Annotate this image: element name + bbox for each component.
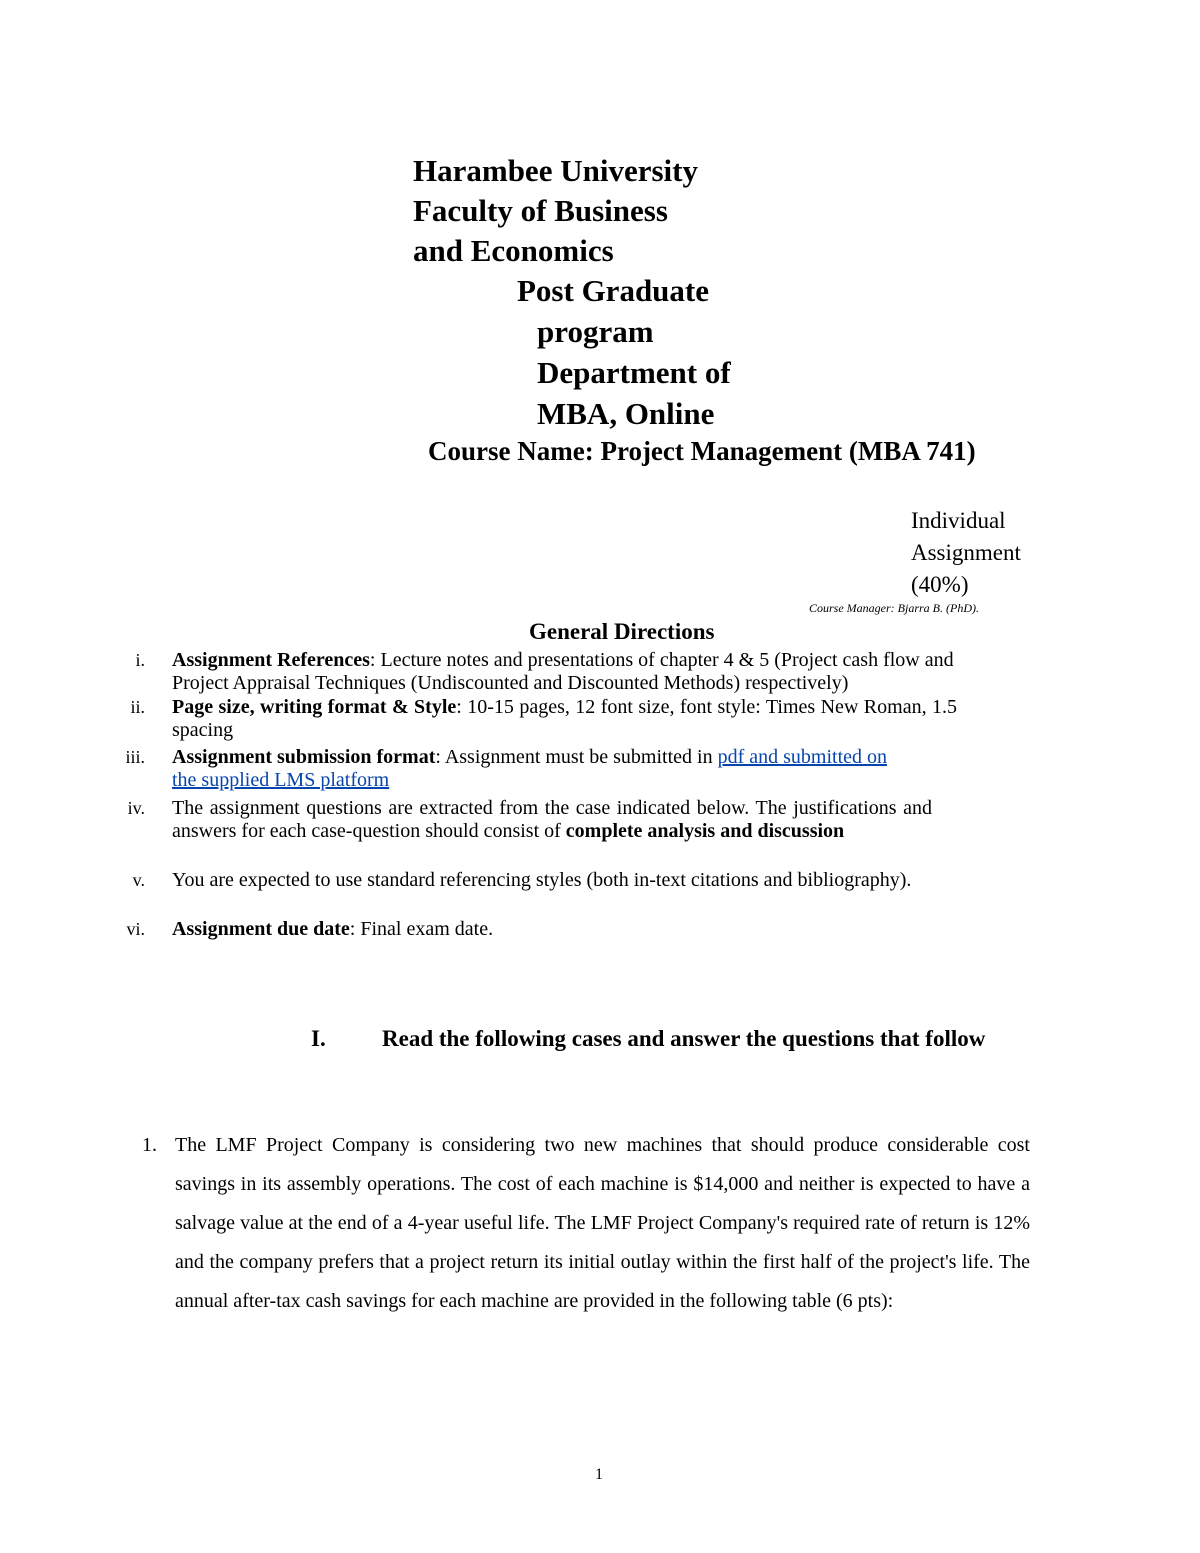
list-item-text: The assignment questions are extracted from the case indicated below. The justifications and answers for each case-question should consist of [172, 797, 932, 842]
list-number: vi. [126, 919, 145, 939]
list-number: iv. [127, 798, 145, 818]
list-number: v. [132, 870, 145, 890]
department-line-1: Department of [537, 355, 731, 390]
page-number: 1 [595, 1466, 603, 1483]
list-item-label: Page size, writing format & Style [172, 696, 457, 718]
course-name: Course Name: Project Management (MBA 741) [428, 436, 976, 466]
list-item [172, 746, 902, 792]
list-item-text: : Lecture notes and presentations of chapter 4 & 5 (Project cash flow and Project Appraisal Techniques (Undiscounted and Discounted Methods) respectively) [172, 649, 954, 694]
list-number: iii. [125, 747, 145, 767]
question-text: The LMF Project Company is considering two new machines that should produce considerable cost savings in its assembly operations. The cost of each machine is $14,000 and neither is expected to have a salvage value at the end of a 4-year useful life. The LMF Project Company's required rate of return is 12% and the company prefers that a project return its initial outlay within the first half of the project's life. The annual after-tax cash savings for each machine are provided in the following table (6 pts): [175, 1134, 1030, 1312]
assignment-weight: (40%) [911, 572, 969, 597]
assignment-type-line-1: Individual [911, 508, 1006, 533]
faculty-line-1: Faculty of Business [413, 193, 668, 228]
lms-submission-link[interactable]: pdf and submitted on the supplied LMS platform [172, 746, 888, 791]
assignment-type-line-2: Assignment [911, 540, 1021, 565]
list-number: i. [135, 650, 145, 670]
list-item-label: Assignment References [172, 649, 370, 671]
list-item-text: : Final exam date. [349, 918, 494, 940]
list-item-text: You are expected to use standard referencing styles (both in-text citations and bibliography). [172, 869, 912, 891]
list-item-bold-tail: complete analysis and discussion [565, 820, 845, 842]
question-number: 1. [142, 1134, 157, 1156]
department-line-2: MBA, Online [537, 396, 715, 431]
university-name: Harambee University [413, 153, 698, 188]
directions-title: General Directions [529, 619, 715, 644]
list-item [172, 797, 932, 843]
list-number: ii. [130, 697, 145, 717]
list-item [172, 869, 957, 892]
list-item-text: : 10-15 pages, 12 font size, font style: Times New Roman, 1.5 spacing [172, 696, 958, 741]
list-item-label: Assignment submission format [172, 746, 436, 768]
faculty-line-2: and Economics [413, 233, 614, 268]
section-numeral: I. [311, 1026, 326, 1051]
list-item-label: Assignment due date [172, 918, 350, 940]
course-manager: Course Manager: Bjarra B. (PhD). [809, 601, 979, 615]
list-item [172, 696, 957, 742]
section-title: Read the following cases and answer the questions that follow [382, 1026, 986, 1051]
list-item [172, 918, 957, 941]
program-line-1: Post Graduate [517, 273, 710, 308]
list-item-text: : Assignment must be submitted in [435, 746, 718, 768]
program-line-2: program [537, 314, 654, 349]
list-item [172, 649, 957, 695]
